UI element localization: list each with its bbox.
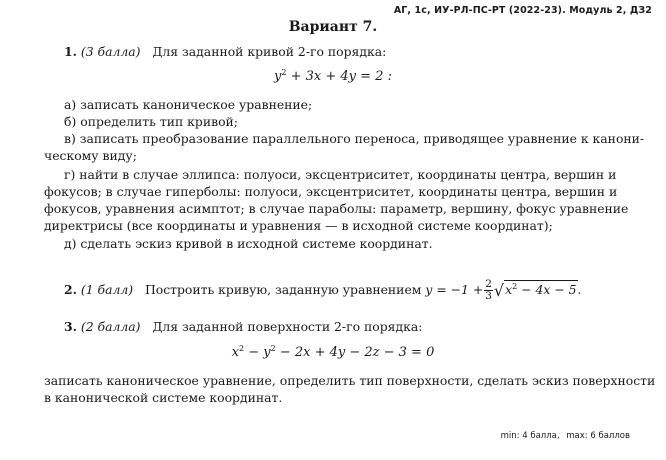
task1-item-g-line3: фокусов, уравнения асимптот; в случае параболы: параметр, вершину, фокус уравнение (44, 201, 629, 216)
task1-intro: Для заданной кривой 2-го порядка: (152, 44, 387, 59)
task2-rad-x: x (505, 282, 513, 297)
task2-text: Построить кривую, заданную уравнением (144, 282, 422, 297)
sqrt-sign-icon: √ (493, 281, 505, 300)
task2-line (64, 279, 581, 302)
task3-number: 3. (64, 319, 77, 334)
task1-eq-exp: 2 (281, 68, 287, 77)
task2-frac-num: 2 (485, 278, 492, 290)
task2-rad-rest: − 4x − 5 (517, 282, 577, 297)
task3-line1: записать каноническое уравнение, определить тип поверхности, сделать эскиз поверхности (44, 373, 656, 388)
score-max: max: 6 баллов (566, 431, 630, 441)
task3-eq-exp2: 2 (270, 344, 276, 353)
task1-item-g-line4: директрисы (все координаты и уравнения — в исходной системе координат); (44, 218, 553, 233)
task1-item-b: б) определить тип кривой; (64, 114, 238, 129)
task3-line2: в канонической системе координат. (44, 390, 283, 405)
task3-eq-x: x (231, 345, 239, 360)
task1-eq-y: y (274, 69, 282, 84)
task3-eq-exp1: 2 (238, 344, 245, 353)
task2-points: (1 балл) (80, 282, 134, 297)
task1-number: 1. (64, 44, 77, 59)
task2-tail: . (577, 282, 582, 297)
task2-eq-left: y = −1 + (425, 282, 484, 297)
task3-heading (64, 319, 422, 335)
task2-fraction (484, 279, 493, 302)
task3-intro: Для заданной поверхности 2-го порядка: (152, 319, 423, 334)
task3-equation (0, 345, 666, 360)
task2-radical (494, 282, 578, 299)
task1-item-v-line2: ческому виду; (44, 148, 137, 163)
task1-equation (0, 69, 666, 84)
task1-eq-rest: + 3x + 4y = 2 : (286, 69, 392, 84)
task2-rad-exp: 2 (512, 282, 518, 291)
task2-number: 2. (64, 282, 77, 297)
score-min: min: 4 балла, (500, 431, 560, 441)
task3-points: (2 балла) (80, 319, 141, 334)
task1-points: (3 балла) (80, 44, 141, 59)
task1-item-a: а) записать каноническое уравнение; (64, 97, 313, 112)
task1-item-g-line1: г) найти в случае эллипса: полуоси, эксцентриситет, координаты центра, вершин и (64, 167, 617, 182)
task3-eq-mid: − y (244, 345, 271, 360)
task3-eq-rest: − 2x + 4y − 2z − 3 = 0 (275, 345, 435, 360)
course-header: АГ, 1с, ИУ-РЛ-ПС-РТ (2022-23). Модуль 2, ДЗ2 (393, 5, 652, 16)
score-footer (497, 431, 630, 441)
task1-item-d: д) сделать эскиз кривой в исходной системе координат. (64, 236, 433, 251)
task2-radicand (504, 280, 577, 297)
task1-item-g-line2: фокусов; в случае гиперболы: полуоси, эксцентриситет, координаты центра, вершин и (44, 184, 618, 199)
task2-frac-den: 3 (485, 290, 492, 302)
task1-heading (64, 44, 386, 60)
variant-title: Вариант 7. (288, 19, 378, 35)
task1-item-v-line1: в) записать преобразование параллельного переноса, приводящее уравнение к канони- (64, 131, 645, 146)
